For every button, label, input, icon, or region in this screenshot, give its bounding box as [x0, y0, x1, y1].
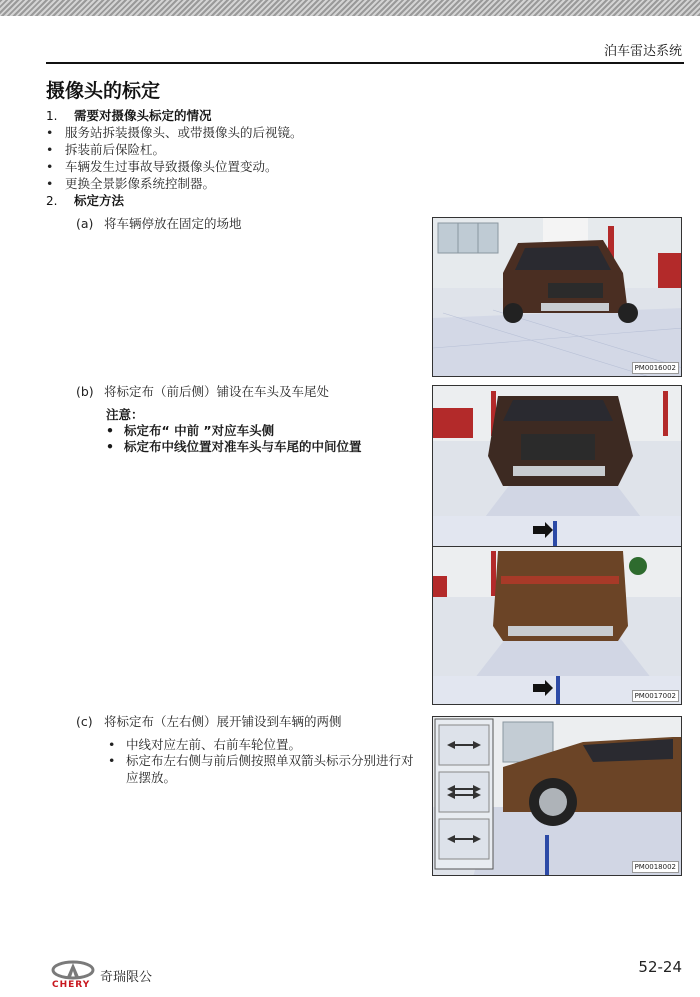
- step-c: (c) 将标定布（左右侧）展开铺设到车辆的两侧: [76, 714, 342, 729]
- sub-item: • 中线对应左前、右前车轮位置。: [108, 737, 302, 752]
- page-number: 52-24: [638, 958, 682, 976]
- side-view-illustration: [433, 717, 682, 876]
- figure-code: PM0018002: [632, 861, 679, 873]
- footer-brand: CHERY: [52, 980, 91, 990]
- figure-code: PM0017002: [632, 690, 679, 702]
- step-b: (b) 将标定布（前后侧）铺设在车头及车尾处: [76, 384, 330, 399]
- section-1-heading: [46, 106, 212, 124]
- sub-item: • 标定布左右侧与前后侧按照单双箭头标示分别进行对应摆放。: [108, 753, 414, 785]
- section-2-heading: [46, 191, 124, 209]
- note-heading: 注意：: [106, 407, 144, 422]
- note-item: • 标定布中线位置对准车头与车尾的中间位置: [106, 439, 362, 454]
- figure-code: PM0016002: [632, 362, 679, 374]
- figure-front-rear: [432, 385, 682, 705]
- list-item: • 拆装前后保险杠。: [46, 142, 166, 157]
- section-1-title: 需要对摄像头标定的情况: [74, 108, 212, 123]
- section-2-title: 标定方法: [74, 193, 125, 208]
- figure-side-view: [432, 716, 682, 876]
- figure-car-parked: [432, 217, 682, 377]
- header-rule: [46, 62, 684, 64]
- footer-company: 奇瑞限公: [100, 970, 153, 985]
- header-title: 泊车雷达系统: [603, 44, 682, 59]
- front-rear-illustration: [433, 386, 682, 705]
- list-item: • 更换全景影像系统控制器。: [46, 176, 216, 191]
- car-parked-illustration: [433, 218, 682, 377]
- section-1-number: 1.: [46, 109, 58, 123]
- list-item: • 车辆发生过事故导致摄像头位置变动。: [46, 159, 278, 174]
- note-item: • 标定布“ 中前 ”对应车头侧: [106, 423, 275, 438]
- step-a: (a) 将车辆停放在固定的场地: [76, 216, 242, 231]
- page-title: 摄像头的标定: [46, 80, 161, 102]
- header-stripe: [0, 0, 700, 16]
- section-2-number: 2.: [46, 194, 58, 208]
- list-item: • 服务站拆装摄像头、或带摄像头的后视镜。: [46, 125, 303, 140]
